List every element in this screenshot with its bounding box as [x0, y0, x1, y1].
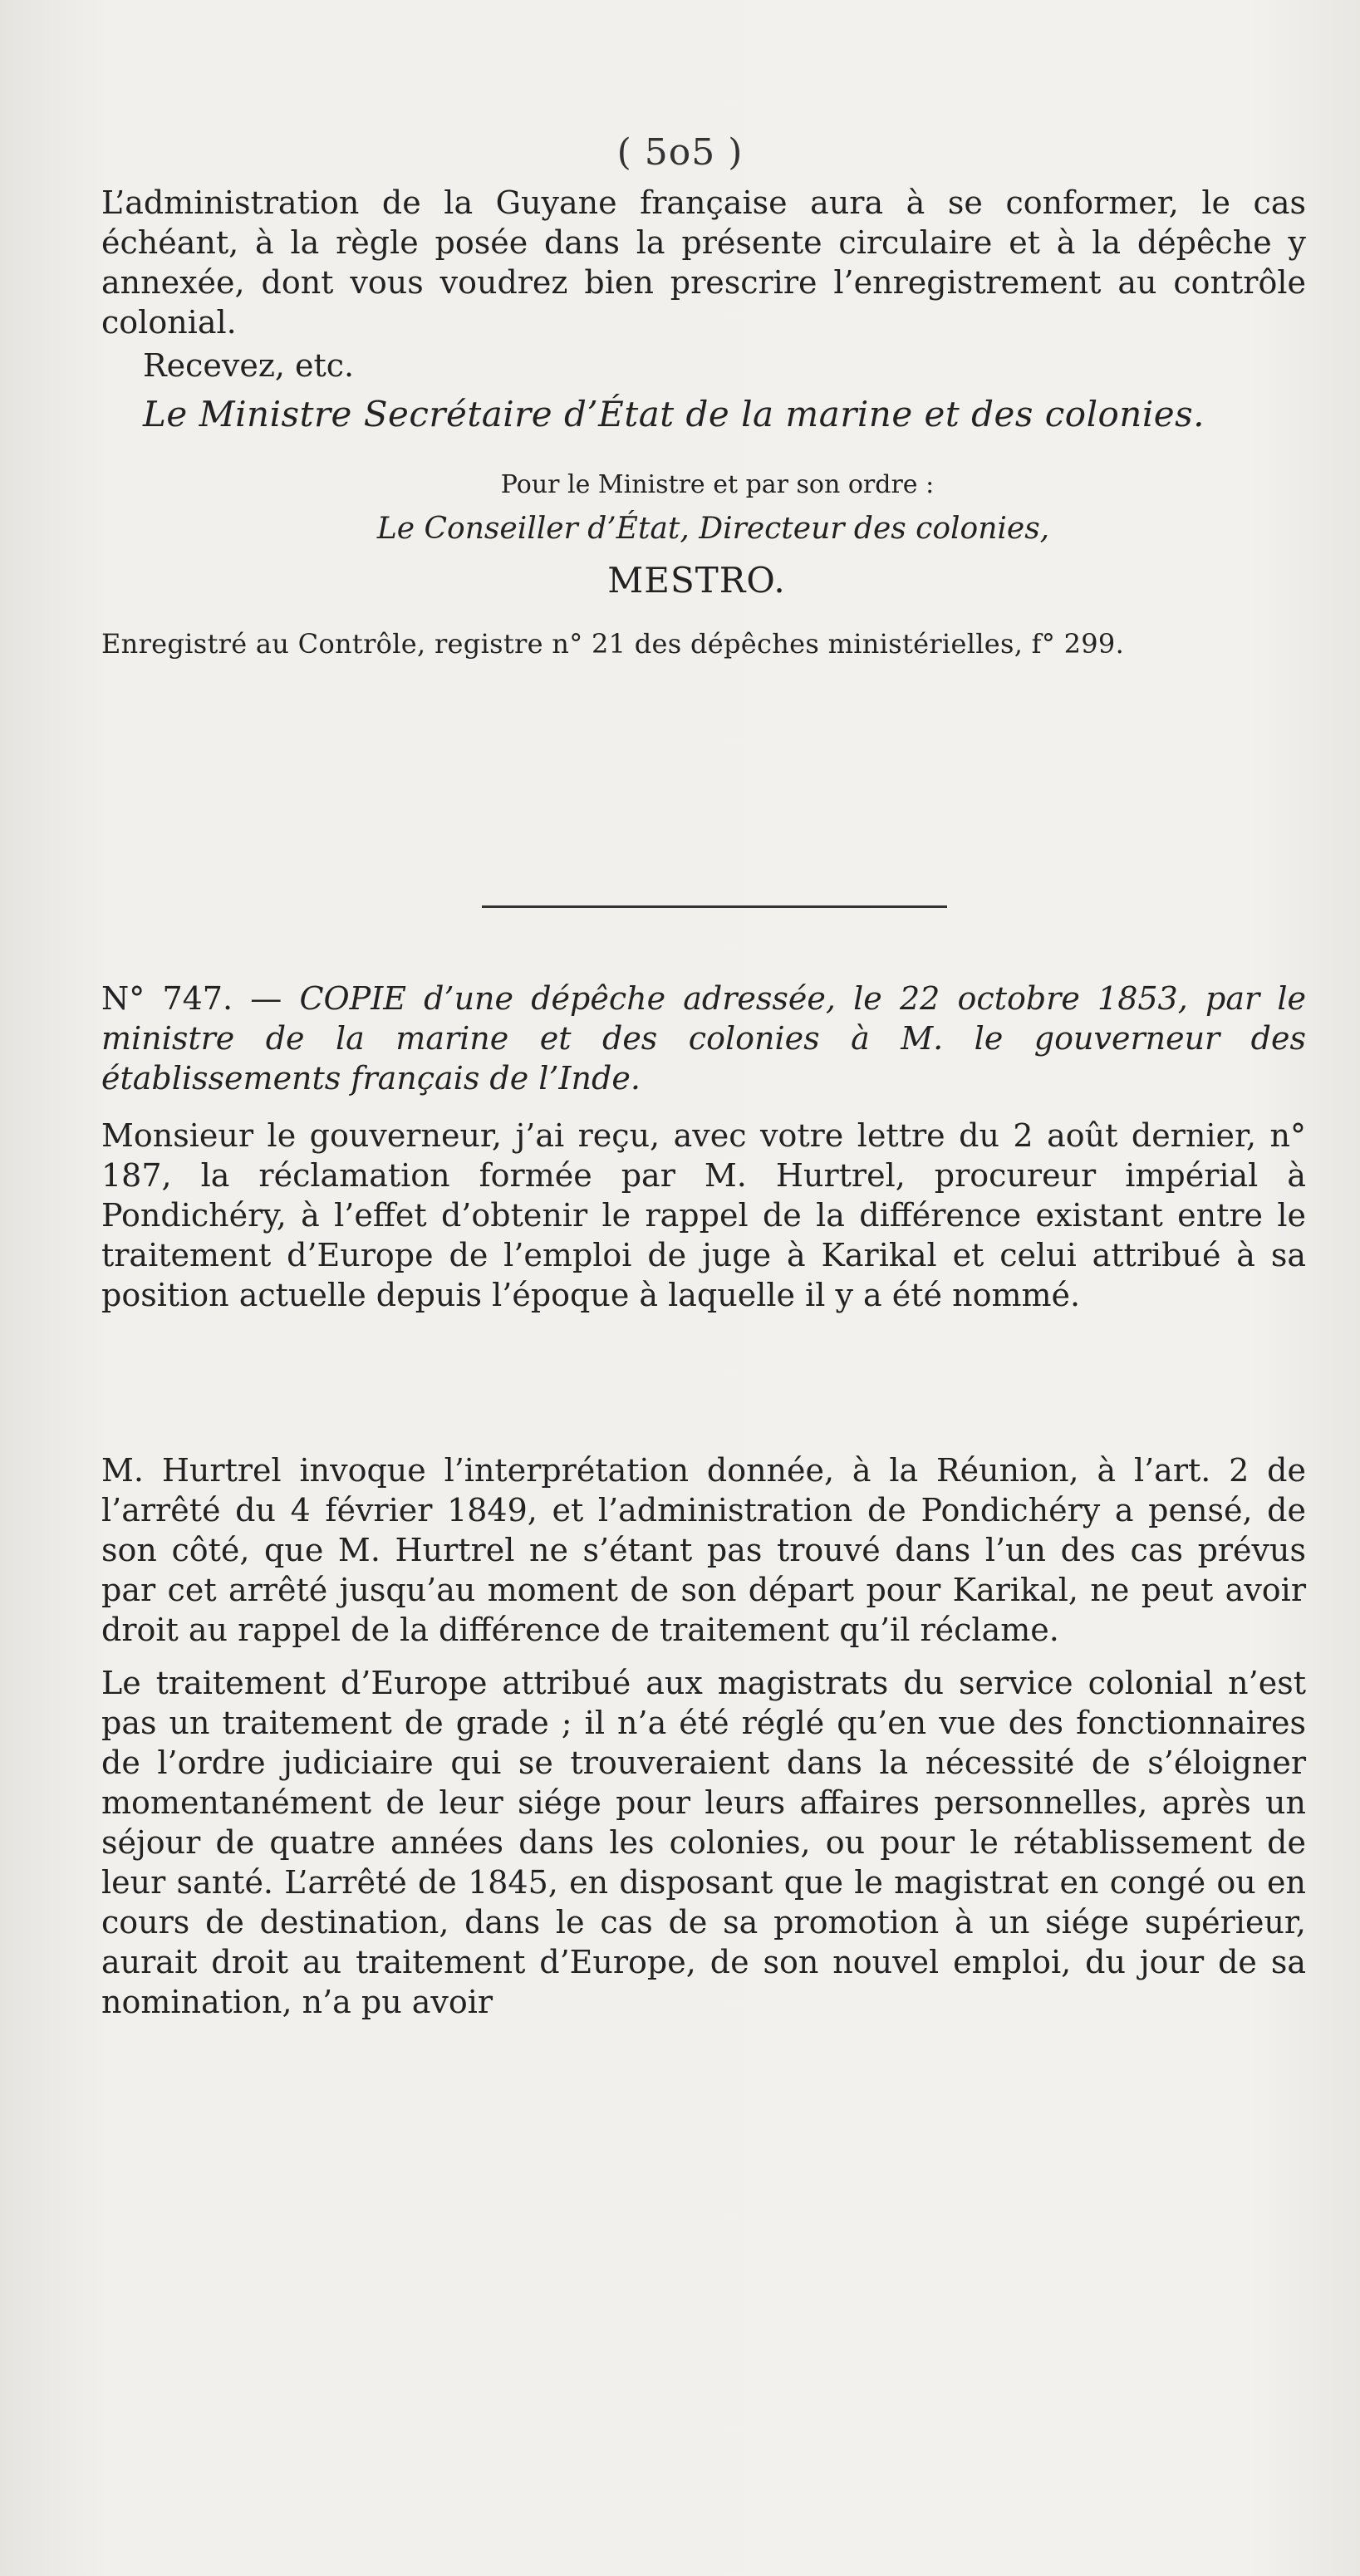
- notice-heading: [101, 979, 1306, 1098]
- paragraph-traitement: [101, 1663, 1306, 2022]
- signature-name: MESTRO.: [607, 560, 786, 601]
- paragraph-3-text: M. Hurtrel invoque l’interprétation donnée, à la Réunion, à l’art. 2 de l’arrêté du 4 février 1849, et l’administration de Pondichéry a pensé, de son côté, que M. Hurtrel ne s’étant pas trouvé dans l’un des cas prévus par cet arrêté jusqu’au moment de son départ pour Karikal, ne peut avoir droit au rappel de la différence de traitement qu’il réclame.: [101, 1452, 1306, 1648]
- paragraph-interpretation: [101, 1450, 1306, 1650]
- registration-note: Enregistré au Contrôle, registre n° 21 des dépêches ministérielles, f° 299.: [101, 628, 1125, 660]
- paragraph-reclamation: [101, 1116, 1306, 1315]
- paragraph-closing: [101, 183, 1306, 342]
- minister-title: Le Ministre Secrétaire d’État de la marine et des colonies.: [143, 394, 1205, 434]
- signatory-title: Le Conseiller d’État, Directeur des colonies,: [376, 512, 1050, 546]
- notice-title: COPIE d’une dépêche adressée, le 22 octobre 1853, par le ministre de la marine et des colonies à M. le gouverneur des établissements français de l’Inde.: [101, 980, 1306, 1097]
- on-behalf-line: Pour le Ministre et par son ordre :: [500, 470, 935, 499]
- paragraph-1-text: L’administration de la Guyane française aura à se conformer, le cas échéant, à la règle posée dans la présente circulaire et à la dépêche y annexée, dont vous voudrez bien prescrire l’enregistrement au contrôle colonial.: [101, 184, 1306, 341]
- page-number: ( 5o5 ): [616, 131, 744, 174]
- closing-salutation: Recevez, etc.: [143, 347, 355, 384]
- paragraph-4-text: Le traitement d’Europe attribué aux magistrats du service colonial n’est pas un traitement de grade ; il n’a été réglé qu’en vue des fonctionnaires de l’ordre judiciaire qui se trouveraient dans la nécessité de s’éloigner momentanément de leur siége pour leurs affaires personnelles, après un séjour de quatre années dans les colonies, ou pour le rétablissement de leur santé. L’arrêté de 1845, en disposant que le magistrat en congé ou en cours de destination, dans le cas de sa promotion à un siége supérieur, aurait droit au traitement d’Europe, de son nouvel emploi, du jour de sa nomination, n’a pu avoir: [101, 1665, 1306, 2020]
- paragraph-2-text: Monsieur le gouverneur, j’ai reçu, avec votre lettre du 2 août dernier, n° 187, la réclamation formée par M. Hurtrel, procureur impérial à Pondichéry, à l’effet d’obtenir le rappel de la différence existant entre le traitement d’Europe de l’emploi de juge à Karikal et celui attribué à sa position actuelle depuis l’époque à laquelle il y a été nommé.: [101, 1117, 1306, 1313]
- section-divider: [482, 905, 947, 908]
- notice-number: N° 747. —: [101, 980, 300, 1017]
